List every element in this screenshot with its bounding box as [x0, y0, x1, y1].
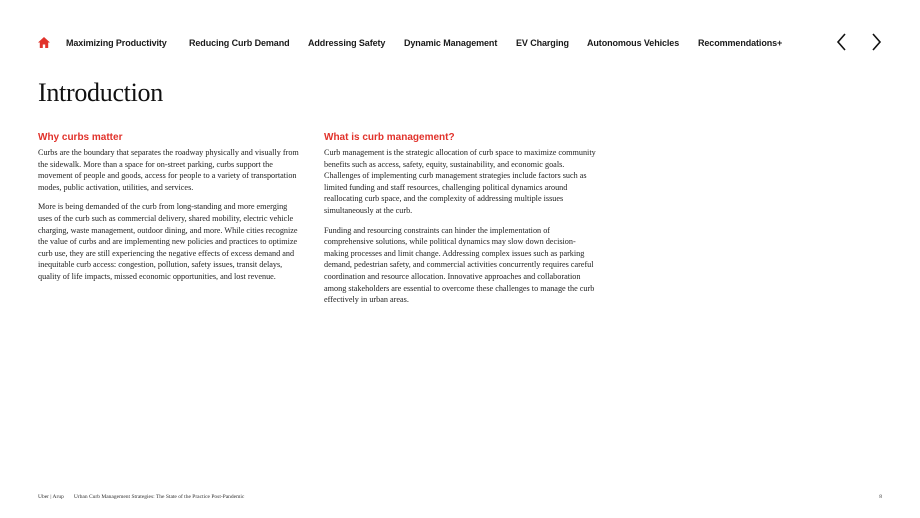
nav-item-ev-charging[interactable]: EV Charging	[516, 38, 569, 48]
nav-item-recommendations[interactable]: Recommendations+	[698, 38, 783, 48]
footer-brand: Uber | Arup	[38, 494, 64, 500]
chevron-right-icon[interactable]	[868, 32, 884, 52]
footer-document-title: Urban Curb Management Strategies: The State of the Practice Post-Pandemic	[73, 494, 245, 500]
footer	[38, 494, 244, 500]
home-icon[interactable]	[38, 37, 50, 48]
section-heading: What is curb management?	[324, 132, 455, 143]
section-paragraph: Curb management is the strategic allocation of curb space to maximize community benefits such as access, safety, equity, sustainability, and economic goals. Challenges of implementing curb management strategies include factors such as limited funding and staff resources, challenging political dynamics around reallocating curb space, and the complexity of addressing multiple issues simultaneously at the curb.	[324, 148, 596, 215]
top-navigation	[0, 0, 920, 86]
page-title: Introduction	[38, 78, 163, 107]
nav-item-reducing-curb-demand[interactable]: Reducing Curb Demand	[189, 38, 290, 48]
nav-item-dynamic-management[interactable]: Dynamic Management	[404, 38, 498, 48]
nav-item-autonomous-vehicles[interactable]: Autonomous Vehicles	[587, 38, 680, 48]
section-paragraph: Funding and resourcing constraints can hinder the implementation of comprehensive solutions, while political dynamics may slow down decision-making processes and limit change. Addressing complex issues such as parking demand, pedestrian safety, and commercial activities concurrently requires careful coordination and resource allocation. Innovative approaches and collaboration among stakeholders are essential to overcome these challenges to manage the curb effectively in urban areas.	[324, 225, 595, 305]
section-heading: Why curbs matter	[38, 132, 123, 143]
page-number: 8	[879, 494, 882, 500]
section-paragraph: Curbs are the boundary that separates the roadway physically and visually from the sidewalk. More than a space for on-street parking, curbs support the movement of people and goods, access for people to a variety of transportation modes, public activation, utilities, and services.	[38, 148, 299, 192]
section-paragraph: More is being demanded of the curb from long-standing and more emerging uses of the curb such as commercial delivery, shared mobility, electric vehicle charging, waste management, outdoor dining, and more. While cities recognize the value of curbs and are implementing new policies and practices to optimize curb use, they are still experiencing the negative effects of excess demand and inequitable curb access: congestion, pollution, safety issues, transit delays, quality of life impacts, missed economic opportunities, and lost revenue.	[38, 202, 298, 281]
section-what-is-curb-management	[324, 132, 598, 314]
nav-item-maximizing-productivity[interactable]: Maximizing Productivity	[66, 38, 167, 48]
nav-item-addressing-safety[interactable]: Addressing Safety	[308, 38, 386, 48]
section-why-curbs-matter	[38, 132, 300, 291]
chevron-left-icon[interactable]	[834, 32, 850, 52]
